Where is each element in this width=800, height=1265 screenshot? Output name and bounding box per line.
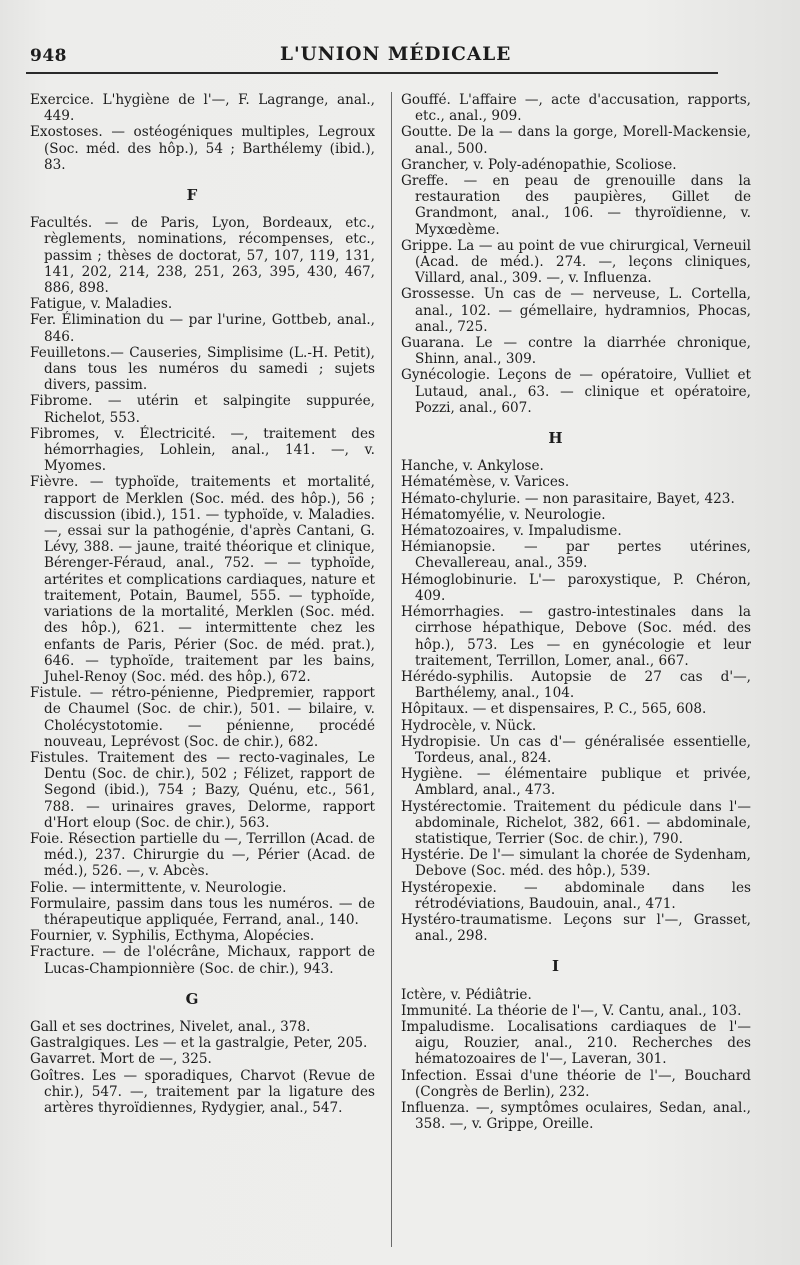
index-entry: Folie. — intermittente, v. Neurologie. (30, 879, 287, 896)
index-entry: Influenza. —, symptômes oculaires, Sedan, anal., 358. —, v. Grippe, Oreille. (401, 1099, 751, 1133)
index-entry: Hérédo-syphilis. Autopsie de 27 cas d'—, Barthélemy, anal., 104. (401, 668, 751, 702)
left-column (30, 92, 375, 1116)
index-entry: Fibromes, v. Électricité. —, traitement des hémorrhagies, Lohlein, anal., 141. —, v. Myomes. (30, 425, 375, 475)
index-entry: Grossesse. Un cas de — nerveuse, L. Cortella, anal., 102. — gémellaire, hydramnios, Phocas, anal., 725. (401, 286, 751, 335)
index-entry: Fer. Élimination du — par l'urine, Gottbeb, anal., 846. (30, 312, 375, 345)
index-entry: Hémianopsie. — par pertes utérines, Chevallereau, anal., 359. (401, 539, 751, 572)
index-entry: Fatigue, v. Maladies. (30, 296, 173, 313)
index-entry: Facultés. — de Paris, Lyon, Bordeaux, etc., règlements, nominations, récompenses, etc., passim ; thèses de doctorat, 57, 107, 119, 131, 141, 202, 214, 238, 251, 263, 395, 430, 467, 886, 898. (30, 215, 375, 297)
section-letter: F (186, 186, 199, 205)
index-entry: Goîtres. Les — sporadiques, Charvot (Revue de chir.), 547. —, traitement par la ligature des artères thyroïdiennes, Rydygier, anal., 547. (30, 1067, 375, 1116)
index-entry: Hémorrhagies. — gastro-intestinales dans la cirrhose hépathique, Debove (Soc. méd. des hôp.), 573. Les — en gynécologie et leur traitement, Terrillon, Lomer, anal., 667. (401, 604, 751, 669)
index-entry: Infection. Essai d'une théorie de l'—, Bouchard (Congrès de Berlin), 232. (401, 1067, 751, 1100)
index-entry: Hanche, v. Ankylose. (401, 458, 544, 475)
column-divider (391, 92, 392, 1247)
index-entry: Feuilletons.— Causeries, Simplisime (L.-H. Petit), dans tous les numéros du samedi ; sujets divers, passim. (30, 344, 375, 394)
page-header (30, 42, 722, 72)
index-entry: Foie. Résection partielle du —, Terrillon (Acad. de méd.), 237. Chirurgie du —, Périer (Acad. de méd.), 526. —, v. Abcès. (30, 830, 375, 880)
index-entry: Hématémèse, v. Varices. (401, 474, 570, 491)
index-entry: Fracture. — de l'olécrâne, Michaux, rapport de Lucas-Championnière (Soc. de chir.), 943. (30, 944, 375, 977)
index-entry: Hystérectomie. Traitement du pédicule dans l'— abdominale, Richelot, 382, 661. — abdominale, statistique, Terrier (Soc. de chir.), 790. (401, 798, 751, 847)
index-entry: Exercice. L'hygiène de l'—, F. Lagrange, anal., 449. (30, 92, 375, 125)
index-entry: Guarana. Le — contre la diarrhée chronique, Shinn, anal., 309. (401, 335, 751, 368)
index-entry: Hystéro-traumatisme. Leçons sur l'—, Grasset, anal., 298. (401, 911, 751, 945)
index-entry: Impaludisme. Localisations cardiaques de l'— aigu, Rouzier, anal., 210. Recherches des hématozoaires de l'—, Laveran, 301. (401, 1018, 751, 1068)
index-entry: Fistules. Traitement des — recto-vaginales, Le Dentu (Soc. de chir.), 502 ; Félizet, rapport de Segond (ibid.), 754 ; Bazy, Quénu, etc., 561, 788. — urinaires graves, Delorme, rapport d'Hort eloup (Soc. de chir.), 563. (30, 749, 375, 831)
section-letter: I (551, 957, 561, 976)
right-column (401, 92, 751, 1132)
index-entry: Gastralgiques. Les — et la gastralgie, Peter, 205. (30, 1035, 368, 1052)
index-entry: Gall et ses doctrines, Nivelet, anal., 378. (30, 1018, 311, 1035)
index-entry: Goutte. De la — dans la gorge, Morell-Mackensie, anal., 500. (401, 124, 751, 157)
index-entry: Hystéropexie. — abdominale dans les rétrodéviations, Baudouin, anal., 471. (401, 879, 751, 912)
index-entry: Gynécologie. Leçons de — opératoire, Vulliet et Lutaud, anal., 63. — clinique et opératoire, Pozzi, anal., 607. (401, 367, 751, 416)
index-entry: Hémoglobinurie. L'— paroxystique, P. Chéron, 409. (401, 571, 751, 604)
index-entry: Immunité. La théorie de l'—, V. Cantu, anal., 103. (401, 1002, 742, 1019)
index-entry: Grancher, v. Poly-adénopathie, Scoliose. (401, 156, 677, 173)
page-number: 948 (30, 46, 67, 66)
section-letter: G (185, 989, 200, 1008)
index-entry: Hydrocèle, v. Nück. (401, 717, 537, 734)
index-entry: Formulaire, passim dans tous les numéros. — de thérapeutique appliquée, Ferrand, anal., 140. (30, 895, 375, 928)
index-entry: Fièvre. — typhoïde, traitements et mortalité, rapport de Merklen (Soc. méd. des hôp.), 56 ; discussion (ibid.), 151. — typhoïde, v. Maladies. —, essai sur la pathogénie, d'après Cantani, G. Lévy, 388. — jaune, traité théorique et clinique, Bérenger-Féraud, anal., 752. — — typhoïde, artérites et complications cardiaques, nature et traitement, Potain, Baumel, 555. — typhoïde, variations de la mortalité, Merklen (Soc. méd. des hôp.), 621. — intermittente chez les enfants de Paris, Périer (Soc. de méd. prat.), 646. — typhoïde, traitement par les bains, Juhel-Renoy (Soc. méd. des hôp.), 672. (30, 474, 375, 685)
index-entry: Ictère, v. Pédiâtrie. (401, 986, 532, 1003)
index-entry: Hystérie. De l'— simulant la chorée de Sydenham, Debove (Soc. méd. des hôp.), 539. (401, 847, 751, 880)
index-entry: Hydropisie. Un cas d'— généralisée essentielle, Tordeus, anal., 824. (401, 733, 751, 766)
index-entry: Hygiène. — élémentaire publique et privée, Amblard, anal., 473. (401, 766, 751, 799)
index-entry: Hématomyélie, v. Neurologie. (401, 506, 606, 523)
index-entry: Exostoses. — ostéogéniques multiples, Legroux (Soc. méd. des hôp.), 54 ; Barthélemy (ibid.), 83. (30, 124, 375, 173)
index-entry: Grippe. La — au point de vue chirurgical, Verneuil (Acad. de méd.). 274. —, leçons cliniques, Villard, anal., 309. —, v. Influenza. (401, 237, 751, 287)
index-entry: Gouffé. L'affaire —, acte d'accusation, rapports, etc., anal., 909. (401, 92, 751, 125)
index-entry: Gavarret. Mort de —, 325. (30, 1051, 212, 1068)
index-entry: Hématozoaires, v. Impaludisme. (401, 523, 622, 540)
running-title: L'UNION MÉDICALE (280, 44, 512, 65)
index-entry: Hôpitaux. — et dispensaires, P. C., 565, 608. (401, 701, 707, 718)
index-entry: Greffe. — en peau de grenouille dans la restauration des paupières, Gillet de Grandmont, anal., 106. — thyroïdienne, v. Myxœdème. (401, 173, 751, 238)
index-entry: Fibrome. — utérin et salpingite suppurée, Richelot, 553. (30, 393, 375, 426)
index-entry: Fistule. — rétro-pénienne, Piedpremier, rapport de Chaumel (Soc. de chir.), 501. — bilaire, v. Cholécystotomie. — pénienne, procédé nouveau, Leprévost (Soc. de chir.), 682. (30, 685, 375, 750)
index-entry: Hémato-chylurie. — non parasitaire, Bayet, 423. (401, 490, 735, 507)
header-rule (26, 72, 718, 74)
index-entry: Fournier, v. Syphilis, Ecthyma, Alopécies. (30, 928, 315, 945)
section-letter: H (548, 429, 564, 448)
